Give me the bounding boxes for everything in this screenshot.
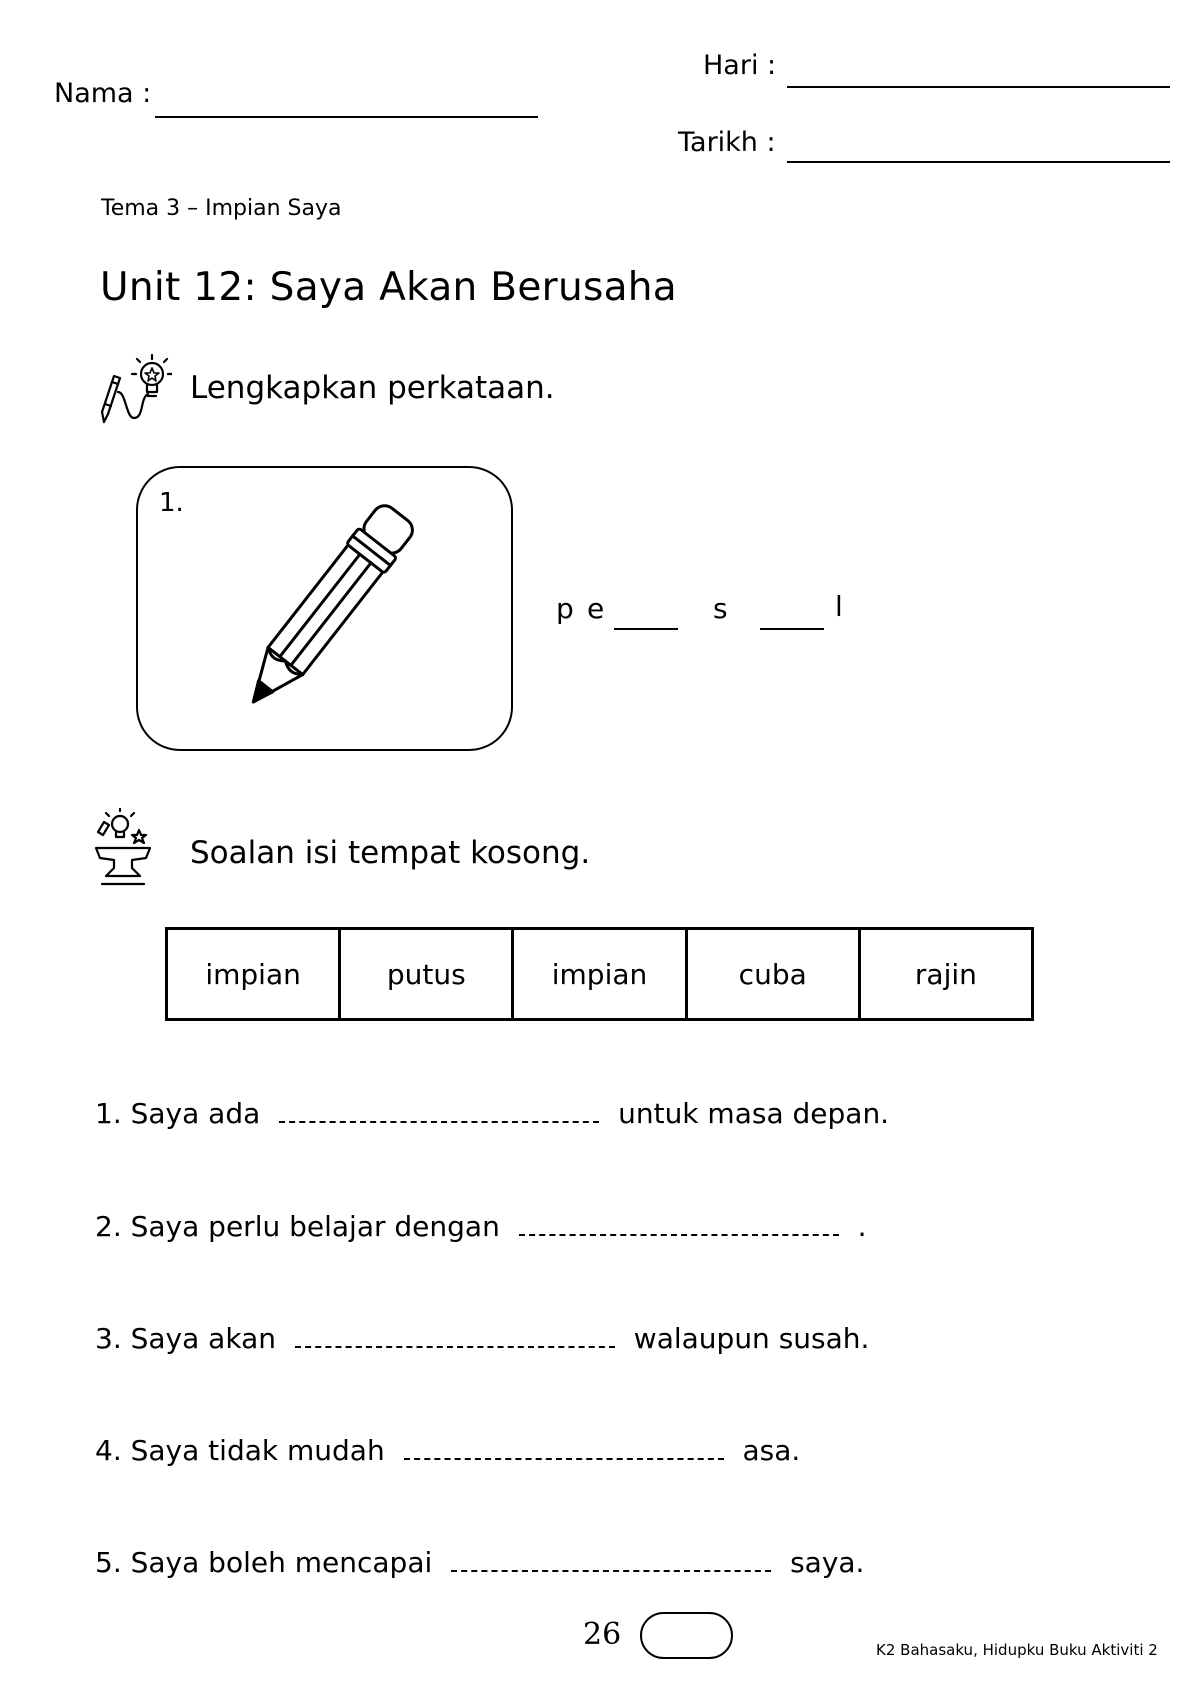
answer-blank[interactable] xyxy=(295,1342,615,1348)
word-bank-cell: impian xyxy=(168,930,341,1018)
question-4 xyxy=(95,1434,800,1467)
question-1 xyxy=(95,1097,889,1130)
question-text-after: walaupun susah. xyxy=(633,1322,870,1355)
item-1-number: 1. xyxy=(159,488,184,518)
question-text-before: Saya boleh mencapai xyxy=(130,1546,433,1579)
score-box xyxy=(640,1612,733,1659)
section1-instruction: Lengkapkan perkataan. xyxy=(190,370,555,406)
answer-blank[interactable] xyxy=(519,1230,839,1236)
question-2 xyxy=(95,1210,867,1243)
tarikh-field[interactable] xyxy=(787,161,1170,163)
word-bank-cell: putus xyxy=(341,930,514,1018)
pencil-icon xyxy=(226,487,426,732)
question-text-after: . xyxy=(857,1210,867,1243)
question-text-before: Saya ada xyxy=(130,1097,261,1130)
page-title: Unit 12: Saya Akan Berusaha xyxy=(100,265,678,310)
page-number: 26 xyxy=(583,1617,622,1652)
question-number: 1. xyxy=(95,1097,122,1130)
nama-label: Nama : xyxy=(54,78,152,109)
answer-blank[interactable] xyxy=(451,1566,771,1572)
word-blank-1[interactable] xyxy=(614,628,678,630)
desk-ideas-icon xyxy=(92,808,154,886)
question-number: 3. xyxy=(95,1322,122,1355)
word-bank-cell: cuba xyxy=(688,930,861,1018)
book-title-footer: K2 Bahasaku, Hidupku Buku Aktiviti 2 xyxy=(876,1641,1158,1659)
question-3 xyxy=(95,1322,869,1355)
word-letter-l: l xyxy=(835,590,845,623)
question-number: 4. xyxy=(95,1434,122,1467)
hari-field[interactable] xyxy=(787,86,1170,88)
answer-blank[interactable] xyxy=(404,1454,724,1460)
question-number: 2. xyxy=(95,1210,122,1243)
word-letter-p: p xyxy=(556,592,576,625)
word-letter-e: e xyxy=(587,592,607,625)
question-text-before: Saya akan xyxy=(130,1322,276,1355)
question-text-after: saya. xyxy=(790,1546,865,1579)
word-blank-2[interactable] xyxy=(760,628,824,630)
question-5 xyxy=(95,1546,864,1579)
answer-blank[interactable] xyxy=(279,1117,599,1123)
question-text-before: Saya perlu belajar dengan xyxy=(130,1210,500,1243)
hari-label: Hari : xyxy=(703,50,777,81)
word-letter-s: s xyxy=(713,592,730,625)
question-text-after: asa. xyxy=(742,1434,801,1467)
word-bank-table xyxy=(165,927,1034,1021)
question-text-after: untuk masa depan. xyxy=(618,1097,890,1130)
word-bank-cell: impian xyxy=(514,930,687,1018)
theme-label: Tema 3 – Impian Saya xyxy=(101,196,342,221)
nama-field[interactable] xyxy=(155,116,538,118)
word-bank-cell: rajin xyxy=(914,957,977,991)
question-number: 5. xyxy=(95,1546,122,1579)
tarikh-label: Tarikh : xyxy=(678,127,776,158)
question-text-before: Saya tidak mudah xyxy=(130,1434,385,1467)
section2-instruction: Soalan isi tempat kosong. xyxy=(190,835,591,871)
pencil-lightbulb-icon xyxy=(96,352,172,428)
